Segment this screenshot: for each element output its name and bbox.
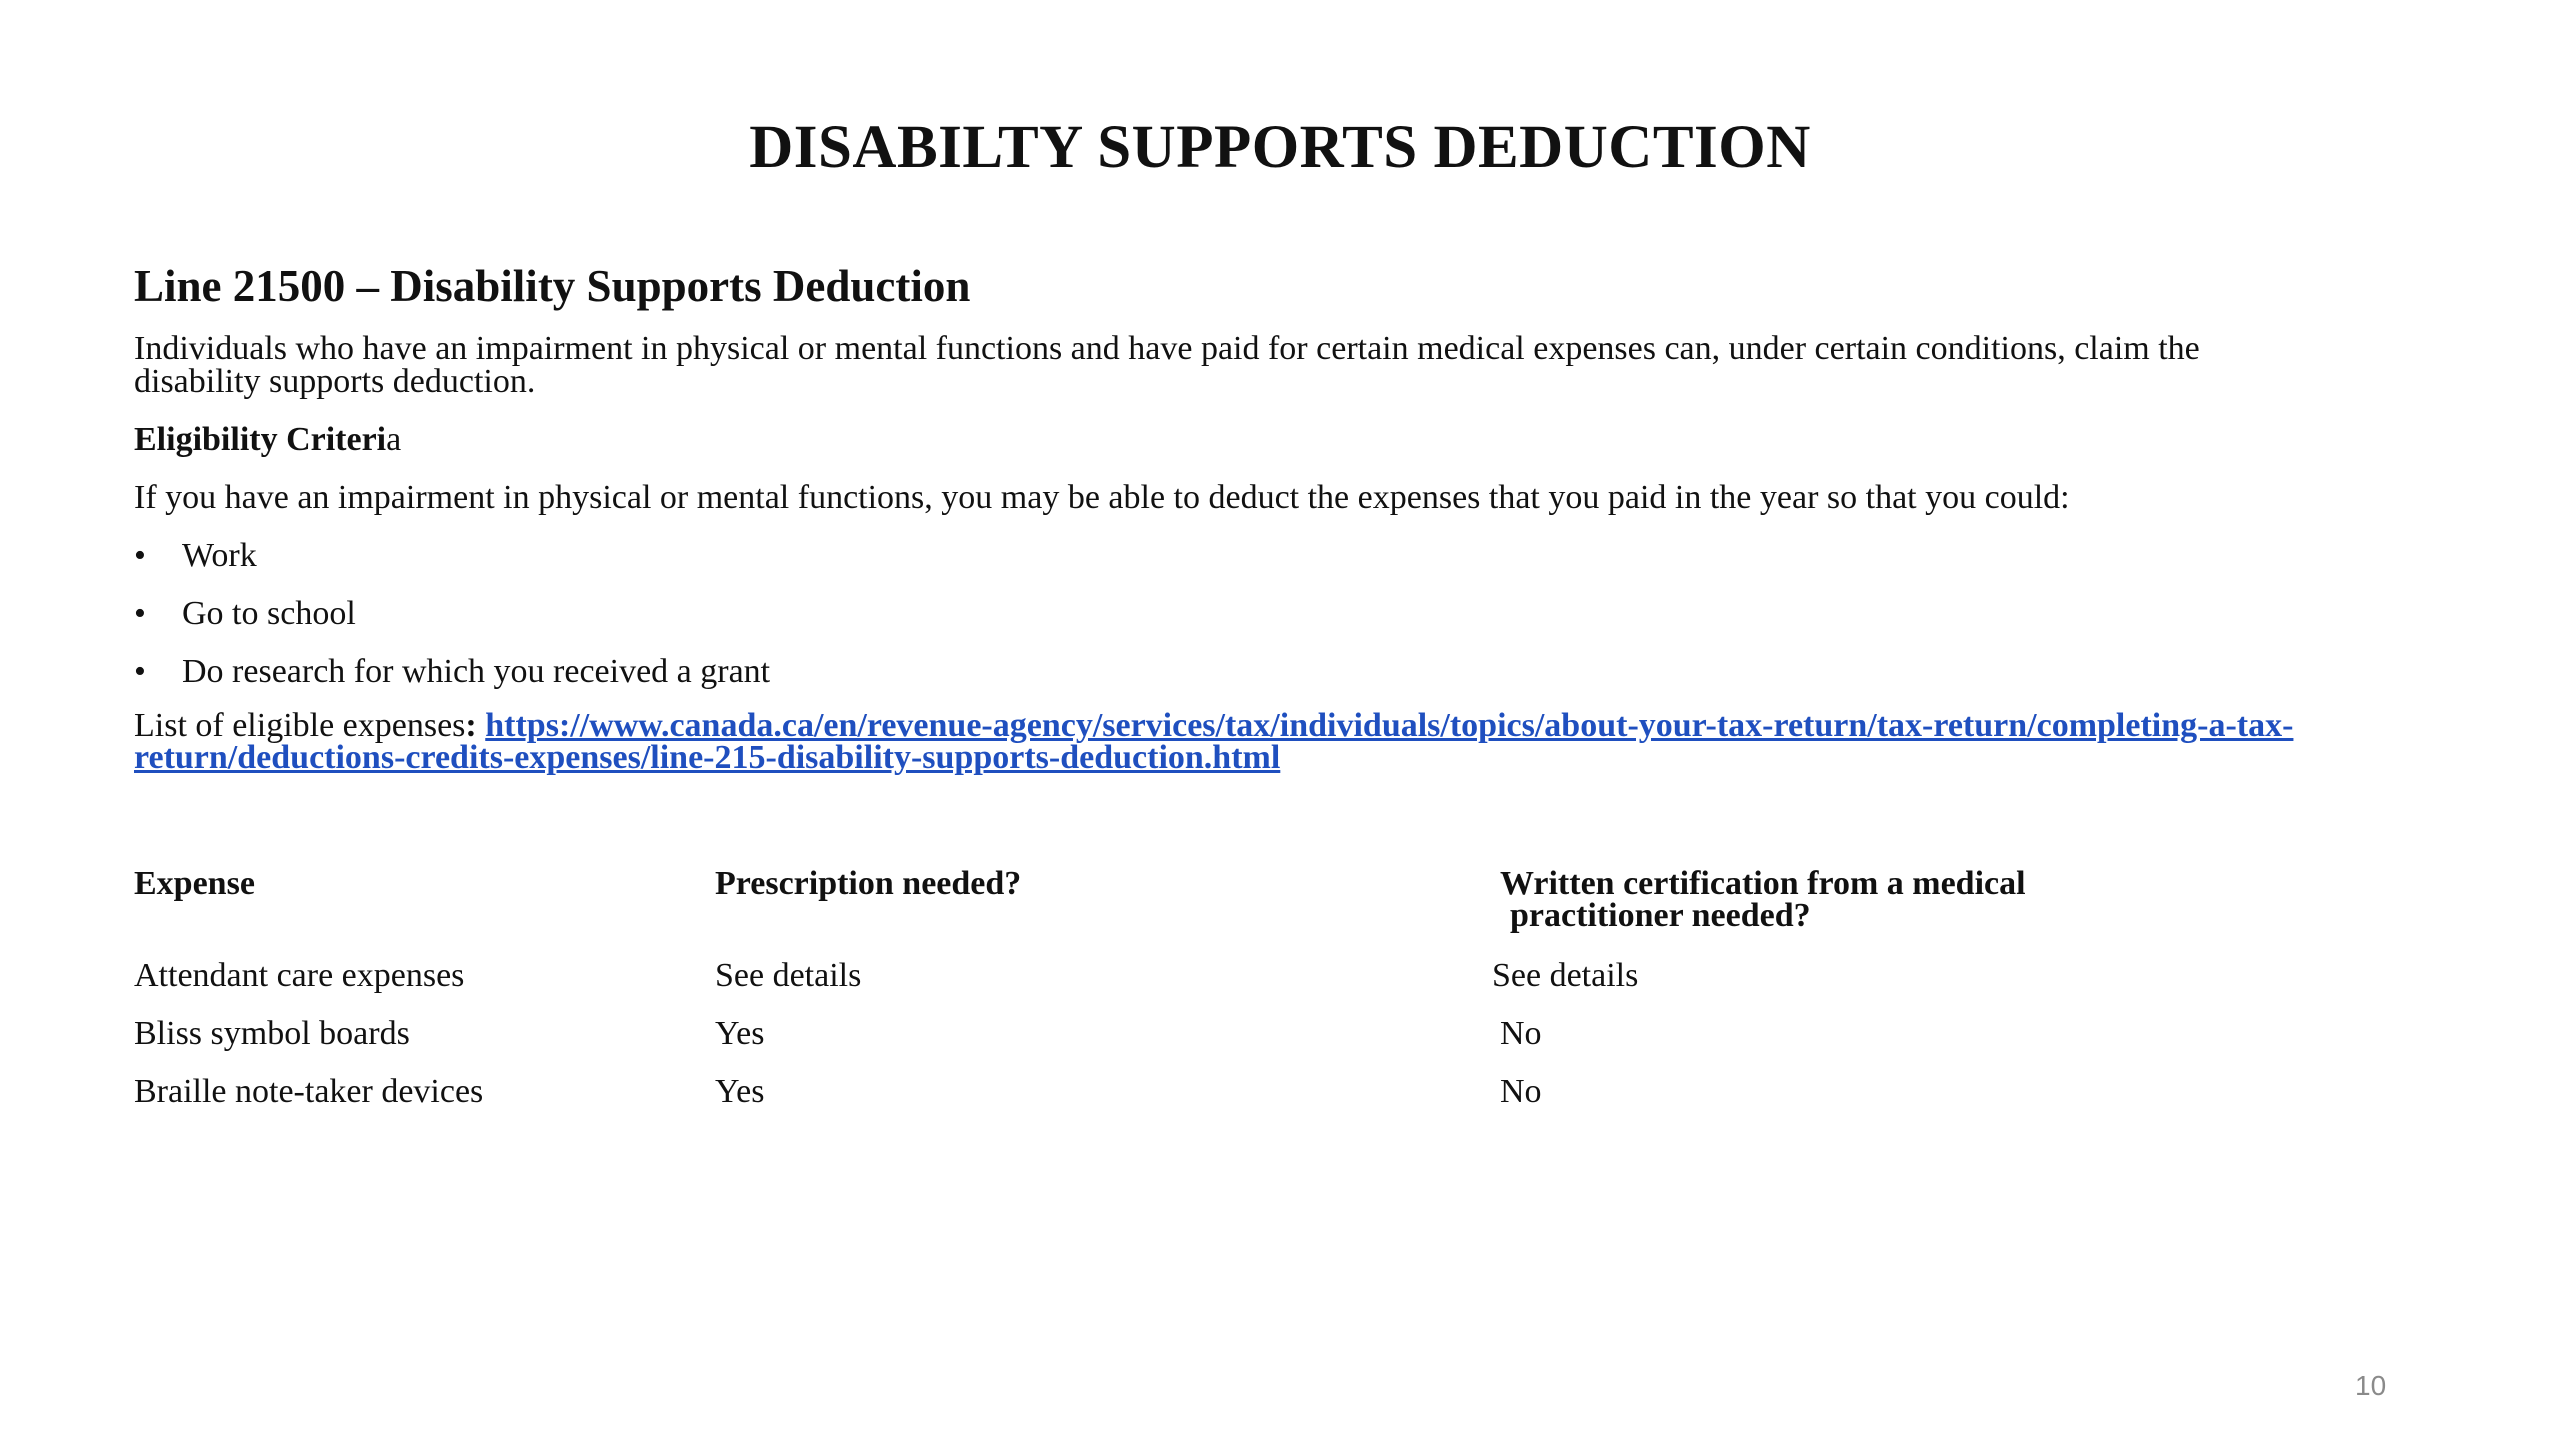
cell-prescription: Yes [715,1015,765,1052]
table-header-row [134,865,2334,960]
bullet-item [134,594,2334,634]
table-row [134,1015,2334,1076]
page-number: 10 [2355,1370,2387,1401]
bullet-icon: • [134,595,146,632]
section-heading: Line 21500 – Disability Supports Deduction [134,261,971,311]
expenses-table [134,865,2334,1134]
cell-prescription: See details [715,957,862,994]
bullet-icon: • [134,653,146,690]
slide-content [134,258,2334,774]
slide-title: DISABILTY SUPPORTS DEDUCTION [749,114,1811,181]
cell-expense: Braille note-taker devices [134,1073,484,1110]
header-certification [1492,865,2026,934]
eligible-expenses-link[interactable]: https://www.canada.ca/en/revenue-agency/services/tax/individuals/topics/about-your-tax-return/tax-return/completing-a-tax-return/deductions-credits-expenses/line-215-disability-supports-deduction.html [134,707,2294,776]
bullet-item [134,652,2334,692]
eligibility-criteria-tail: a [386,421,402,458]
eligible-expenses-label: List of eligible expenses [134,707,466,744]
bullet-text: Work [182,537,257,574]
cell-certification: No [1500,1073,1542,1110]
description-paragraph: Individuals who have an impairment in physical or mental functions and have paid for certain medical expenses can, under certain conditions, claim the disability supports deduction. [134,330,2200,400]
header-certification-line2: practitioner needed? [1510,897,1811,934]
bullet-icon: • [134,537,146,574]
cell-expense: Bliss symbol boards [134,1015,410,1052]
table-row [134,1073,2334,1134]
cell-certification: See details [1492,957,1639,994]
header-expense: Expense [134,865,255,902]
eligibility-bullet-list [134,536,2334,692]
bullet-text: Do research for which you received a grant [182,653,771,690]
eligibility-intro: If you have an impairment in physical or mental functions, you may be able to deduct the expenses that you paid in the year so that you could: [134,479,2070,516]
bullet-text: Go to school [182,595,356,632]
bullet-item [134,536,2334,576]
eligibility-criteria-heading [134,420,2334,460]
table-row [134,957,2334,1018]
cell-prescription: Yes [715,1073,765,1110]
eligible-expenses-line [134,707,2334,776]
header-certification-line1: Written certification from a medical [1500,865,2026,902]
eligibility-criteria-bold: Eligibility Criteri [134,421,387,458]
cell-expense: Attendant care expenses [134,957,465,994]
header-prescription: Prescription needed? [715,865,1022,902]
cell-certification: No [1500,1015,1542,1052]
eligible-expenses-colon: : [465,707,486,744]
